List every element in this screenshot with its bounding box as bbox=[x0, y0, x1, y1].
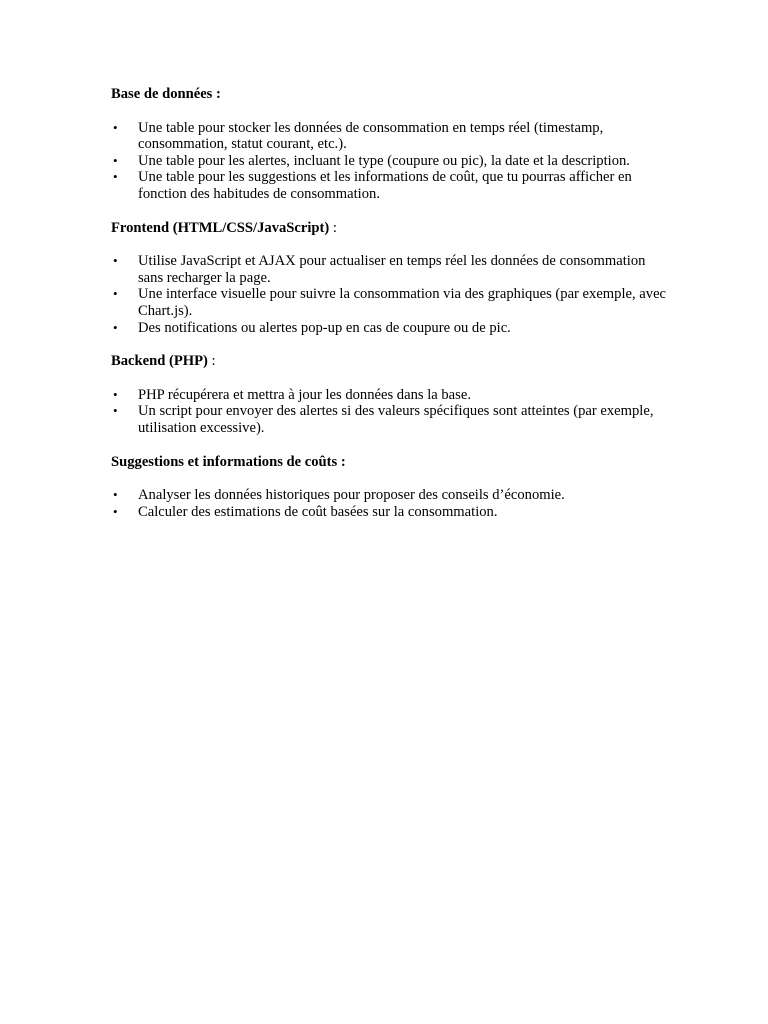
list-item-text: Une table pour stocker les données de consommation en temps réel (timestamp, consommation, statut courant, etc.). bbox=[138, 119, 604, 153]
list-item bbox=[111, 120, 671, 153]
section-heading bbox=[111, 220, 671, 237]
bullet-icon: • bbox=[113, 169, 118, 185]
section-heading bbox=[111, 86, 671, 103]
section-suggestions-couts bbox=[111, 454, 671, 521]
section-backend bbox=[111, 353, 671, 436]
list-item-text: Une interface visuelle pour suivre la consommation via des graphiques (par exemple, avec Chart.js). bbox=[138, 286, 667, 319]
section-heading bbox=[111, 353, 671, 370]
bullet-icon: • bbox=[113, 403, 118, 419]
section-heading-bold: Base de données : bbox=[111, 86, 221, 102]
list-item-text: Analyser les données historiques pour proposer des conseils d’économie. bbox=[138, 487, 565, 504]
list-item-text: Calculer des estimations de coût basées sur la consommation. bbox=[138, 503, 498, 520]
list-item bbox=[111, 286, 671, 319]
list-item-text: Utilise JavaScript et AJAX pour actualiser en temps réel les données de consommation sans recharger la page. bbox=[138, 253, 646, 286]
section-heading-rest: : bbox=[207, 353, 216, 370]
list-item bbox=[111, 387, 671, 404]
bullet-icon: • bbox=[113, 119, 118, 135]
list-item-text: Une table pour les suggestions et les informations de coût, que tu pourras afficher en fonction des habitudes de consommation. bbox=[138, 169, 632, 202]
list-item bbox=[111, 153, 671, 170]
bullet-icon: • bbox=[113, 253, 118, 269]
section-heading-bold: Suggestions et informations de coûts : bbox=[111, 453, 346, 470]
section-base-de-donnees bbox=[111, 86, 671, 203]
section-heading-bold: Frontend (HTML/CSS/JavaScript) bbox=[111, 219, 330, 236]
bullet-icon: • bbox=[113, 319, 118, 335]
bullet-icon: • bbox=[113, 487, 118, 503]
list-item bbox=[111, 169, 671, 202]
list-item-text: Un script pour envoyer des alertes si des valeurs spécifiques sont atteintes (par exemple, utilisation excessive). bbox=[138, 403, 654, 436]
bullet-icon: • bbox=[113, 152, 118, 168]
list-item-text: PHP récupérera et mettra à jour les données dans la base. bbox=[138, 386, 471, 403]
bullet-list bbox=[111, 387, 671, 437]
list-item bbox=[111, 504, 671, 521]
list-item-text: Une table pour les alertes, incluant le type (coupure ou pic), la date et la description. bbox=[138, 152, 630, 169]
list-item bbox=[111, 320, 671, 337]
list-item bbox=[111, 403, 671, 436]
section-frontend bbox=[111, 220, 671, 337]
bullet-list bbox=[111, 487, 671, 520]
list-item-text: Des notifications ou alertes pop-up en cas de coupure ou de pic. bbox=[138, 319, 511, 336]
section-heading-bold: Backend (PHP) bbox=[111, 353, 208, 370]
document-page bbox=[111, 86, 671, 537]
section-heading bbox=[111, 454, 671, 471]
section-heading-rest: : bbox=[329, 219, 337, 236]
bullet-list bbox=[111, 253, 671, 336]
bullet-list bbox=[111, 120, 671, 203]
list-item bbox=[111, 253, 671, 286]
bullet-icon: • bbox=[113, 386, 118, 402]
bullet-icon: • bbox=[113, 503, 118, 519]
list-item bbox=[111, 487, 671, 504]
bullet-icon: • bbox=[113, 286, 118, 302]
